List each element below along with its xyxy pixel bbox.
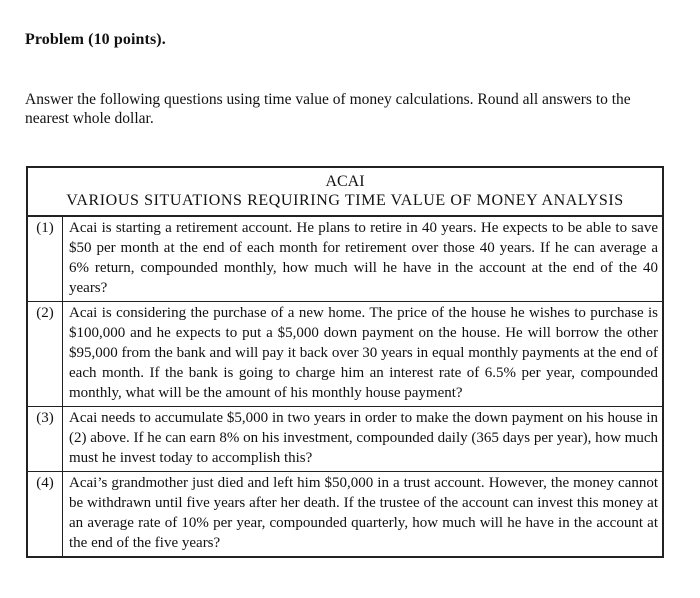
row-number: (3) (27, 407, 63, 472)
row-number: (4) (27, 472, 63, 558)
situations-table (26, 166, 664, 558)
row-text: Acai is considering the purchase of a new home. The price of the house he wishes to purchase is $100,000 and he expects to put a $5,000 down payment on the house. He will borrow the other $95,000 from the bank and will pay it back over 30 years in equal monthly payments at the end of each month. If the bank is going to charge him an interest rate of 6.5% per year, compounded monthly, what will be the amount of his monthly house payment? (63, 302, 664, 407)
instructions-paragraph: Answer the following questions using time value of money calculations. Round all answers to the nearest whole dollar. (25, 91, 631, 127)
row-text: Acai is starting a retirement account. He plans to retire in 40 years. He expects to be able to save $50 per month at the end of each month for retirement over those 40 years. If he can average a 6% return, compounded monthly, how much will he have in the account at the end of the 40 years? (63, 216, 664, 302)
table-header (27, 167, 663, 216)
row-number: (2) (27, 302, 63, 407)
row-text: Acai’s grandmother just died and left him $50,000 in a trust account. However, the money cannot be withdrawn until five years after her death. If the trustee of the account can invest this money at an average rate of 10% per year, compounded quarterly, how much will he have in the account at the end of the five years? (63, 472, 664, 558)
row-number: (1) (27, 216, 63, 302)
table-row (27, 216, 663, 302)
table-row (27, 472, 663, 558)
table-row (27, 302, 663, 407)
table-row (27, 407, 663, 472)
table-heading-subtitle: VARIOUS SITUATIONS REQUIRING TIME VALUE OF MONEY ANALYSIS (66, 192, 624, 209)
table-header-row (27, 167, 663, 216)
table-heading-name: ACAI (325, 173, 365, 190)
row-text: Acai needs to accumulate $5,000 in two years in order to make the down payment on his house in (2) above. If he can earn 8% on his investment, compounded daily (365 days per year), how much must he invest today to accomplish this? (63, 407, 664, 472)
problem-title: Problem (10 points). (25, 31, 166, 48)
